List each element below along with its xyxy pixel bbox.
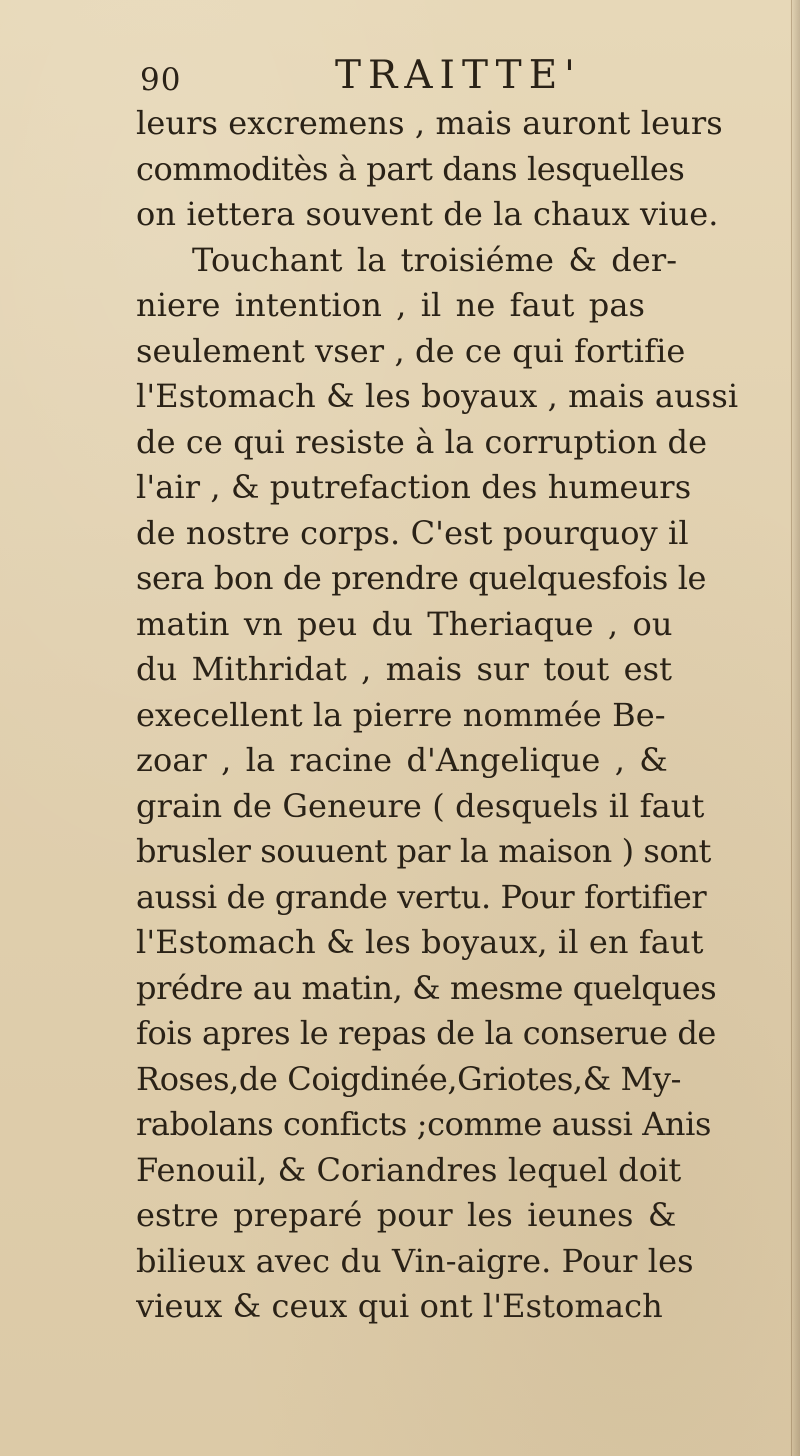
text-line-14: execellent la pierre nommée Be- [136, 695, 666, 734]
text-line-3: on iettera souvent de la chaux viue. [136, 195, 719, 233]
text-line-10: de nostre corps. C'est pourquoy il [136, 513, 689, 552]
running-title: TRAITTE' [335, 53, 582, 98]
text-line-4: Touchant la troisiéme & der- [192, 240, 678, 279]
text-line-24: Fenouil, & Coriandres lequel doit [136, 1150, 682, 1189]
text-line-26: bilieux avec du Vin-aigre. Pour les [136, 1241, 694, 1280]
text-line-18: aussi de grande vertu. Pour fortifier [136, 877, 707, 916]
text-line-15: zoar , la racine d'Angelique , & [136, 741, 668, 779]
text-line-1: leurs excremens , mais auront leurs [136, 104, 723, 142]
text-line-22: Roses,de Coigdinée,Griotes,& My- [136, 1059, 682, 1098]
page-number: 90 [140, 62, 182, 98]
text-line-23: rabolans confiсts ;comme aussi Anis [136, 1105, 711, 1143]
text-line-12: matin vn peu du Theriaque , ou [136, 604, 673, 643]
text-line-21: fois apres le repas de la conserue de [136, 1014, 716, 1052]
text-line-17: brusler souuent par la maison ) sont [136, 832, 711, 870]
text-line-16: grain de Geneure ( desquels il faut [136, 786, 705, 825]
text-line-20: prédre au matin, & mesme quelques [136, 968, 717, 1007]
page-header [140, 50, 700, 106]
text-line-27: vieux & ceux qui ont l'Estomach [136, 1287, 663, 1325]
text-line-2: commoditès à part dans lesquelles [136, 149, 685, 188]
text-line-11: sera bon de prendre quelquesfois le [136, 559, 707, 597]
body-text [136, 101, 767, 1330]
text-line-6: seulement vser , de ce qui fortifie [136, 331, 686, 370]
text-line-7: l'Estomach & les boyaux , mais aussi [136, 377, 739, 415]
text-line-5: niere intention , il ne faut pas [136, 286, 646, 324]
text-line-13: du Mithridat , mais sur tout est [136, 650, 673, 688]
text-line-25: estre preparé pour les ieunes & [136, 1196, 677, 1234]
page-edge-line [791, 0, 792, 1456]
text-line-9: l'air , & putrefaction des humeurs [136, 468, 692, 506]
text-line-19: l'Estomach & les boyaux, il en faut [136, 923, 704, 961]
text-line-8: de ce qui resiste à la corruption de [136, 422, 708, 461]
